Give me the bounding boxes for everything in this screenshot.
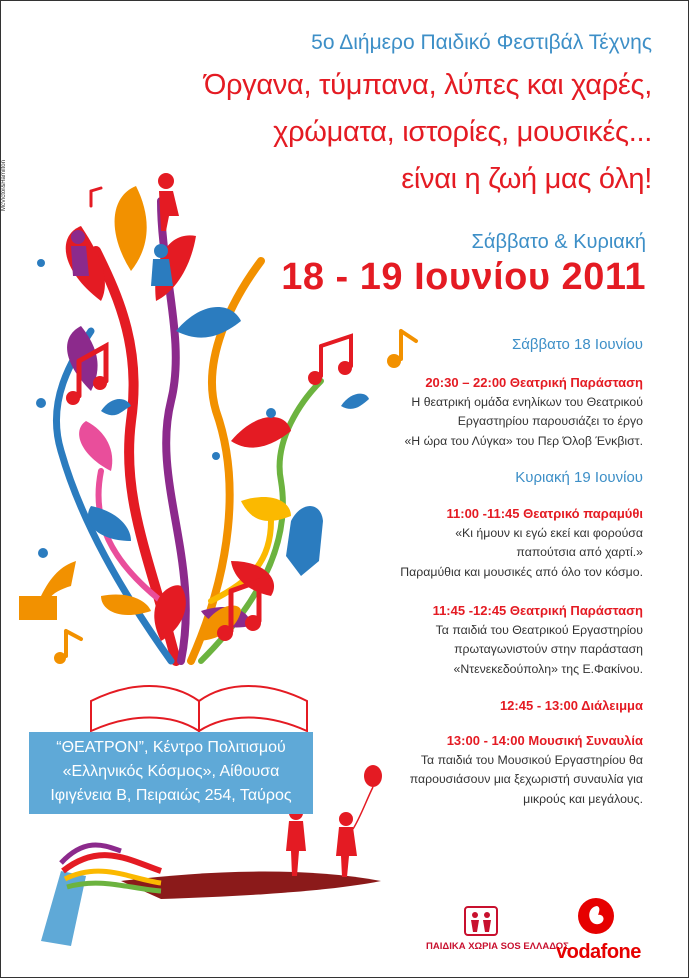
venue-line: «Ελληνικός Κόσμος», Αίθουσα bbox=[62, 763, 280, 780]
event-line: Παραμύθια και μουσικές από όλο τον κόσμο. bbox=[400, 564, 643, 579]
venue-line: “ΘΕΑΤΡΟΝ”, Κέντρο Πολιτισμού bbox=[56, 739, 286, 756]
vodafone-logo-text: vodafone bbox=[556, 941, 641, 963]
sunday-event-2 bbox=[433, 601, 643, 679]
sunday-event-4 bbox=[410, 731, 643, 809]
event-line: Εργαστηρίου παρουσιάζει το έργο bbox=[457, 414, 643, 428]
vodafone-logo bbox=[556, 896, 641, 964]
small-flowers bbox=[36, 259, 276, 558]
artist-credit-text: McVictor&Hamilton bbox=[1, 160, 7, 211]
headline-line-2: χρώματα, ιστορίες, μουσικές... bbox=[273, 116, 652, 148]
event-line: παρουσιάσουν μια ξεχωριστή συναυλία για bbox=[409, 772, 643, 786]
sunday-section bbox=[515, 468, 643, 488]
festival-subtitle: 5ο Διήμερο Παιδικό Φεστιβάλ Τέχνης bbox=[311, 31, 652, 54]
sos-logo bbox=[426, 906, 569, 952]
event-line: «Η ώρα του Λύγκα» του Περ Όλοβ Ένκβιστ. bbox=[404, 433, 643, 448]
event-line: μικρούς και μεγάλους. bbox=[523, 791, 643, 806]
saturday-section bbox=[512, 335, 643, 355]
event-line: Τα παιδιά του Μουσικού Εργαστηρίου θα bbox=[420, 752, 643, 767]
event-time-title: 12:45 - 13:00 Διάλειμμα bbox=[499, 698, 643, 713]
festival-dates: 18 - 19 Ιουνίου 2011 bbox=[281, 256, 646, 298]
event-line: πρωταγωνιστούν στην παράσταση bbox=[454, 642, 643, 656]
event-line: παπούτσια από χαρτί.» bbox=[516, 545, 643, 559]
venue-box bbox=[29, 732, 313, 814]
event-time-title: 13:00 - 14:00 Μουσική Συναυλία bbox=[446, 733, 643, 748]
saturday-title: Σάββατο 18 Ιουνίου bbox=[511, 336, 643, 353]
spray-can bbox=[41, 845, 161, 946]
event-time-title: 11:00 -11:45 Θεατρικό παραμύθι bbox=[446, 506, 643, 521]
bird-right bbox=[341, 394, 369, 409]
sunday-event-1 bbox=[400, 504, 643, 582]
open-book bbox=[91, 686, 307, 735]
sunday-title: Κυριακή 19 Ιουνίου bbox=[515, 469, 643, 486]
headline-line-3: είναι η ζωή μας όλη! bbox=[401, 163, 652, 195]
saturday-event-1 bbox=[404, 373, 643, 451]
headline-line-1: Όργανα, τύμπανα, λύπες και χαρές, bbox=[203, 69, 652, 101]
bird-left bbox=[101, 399, 131, 415]
festival-days: Σάββατο & Κυριακή bbox=[471, 231, 646, 253]
event-line: Τα παιδιά του Θεατρικού Εργαστηρίου bbox=[435, 622, 643, 637]
event-time-title: 11:45 -12:45 Θεατρική Παράσταση bbox=[432, 603, 643, 618]
event-line: «Κι ήμουν κι εγώ εκεί και φορούσα bbox=[455, 525, 643, 540]
event-time-title: 20:30 – 22:00 Θεατρική Παράσταση bbox=[425, 375, 643, 390]
artist-credit bbox=[1, 151, 15, 221]
sax-player bbox=[286, 506, 323, 576]
event-line: «Ντενεκεδούπολη» της Ε.Φακίνου. bbox=[453, 661, 643, 676]
gramophone bbox=[19, 561, 76, 620]
venue-line: Ιφιγένεια Β, Πειραιώς 254, Ταύρος bbox=[50, 787, 292, 804]
event-line: Η θεατρική ομάδα ενηλίκων του Θεατρικού bbox=[411, 394, 643, 409]
vodafone-speechmark-icon bbox=[576, 896, 616, 936]
sos-logo-text: ΠΑΙΔΙΚΑ ΧΩΡΙΑ SOS ΕΛΛΑΔΟΣ bbox=[426, 941, 569, 952]
sunday-event-3 bbox=[500, 696, 643, 716]
sos-children-icon bbox=[464, 906, 498, 936]
